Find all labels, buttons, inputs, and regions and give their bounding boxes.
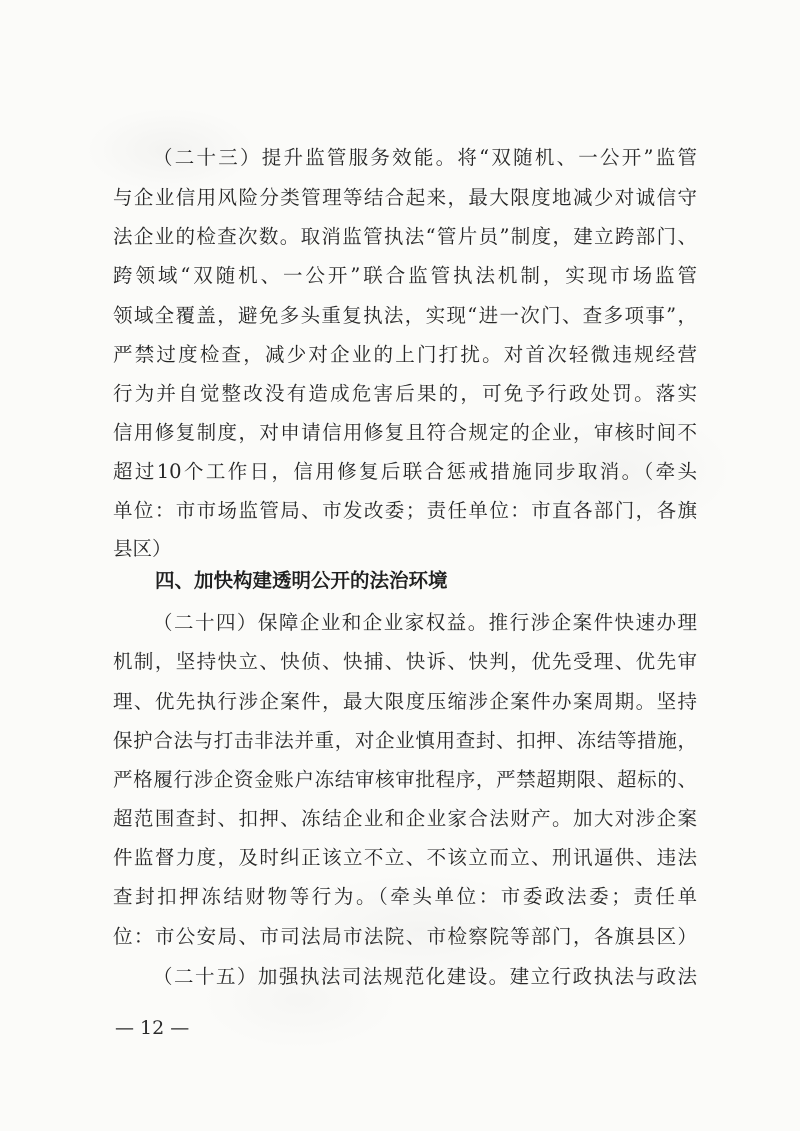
body-line: 行为并自觉整改没有造成危害后果的，可免予行政处罚。落实: [113, 382, 697, 405]
page-number: — 12 —: [115, 1017, 190, 1039]
body-line: 与企业信用风险分类管理等结合起来，最大限度地减少对诚信守: [113, 186, 697, 209]
body-line: 单位：市市场监管局、市发改委；责任单位：市直各部门，各旗: [113, 499, 697, 522]
body-line: 位：市公安局、市司法局市法院、市检察院等部门，各旗县区）: [113, 925, 697, 948]
body-line: 法企业的检查次数。取消监管执法“管片员”制度，建立跨部门、: [113, 225, 697, 248]
body-line: 机制，坚持快立、快侦、快捕、快诉、快判，优先受理、优先审: [113, 650, 697, 673]
body-line: 信用修复制度，对申请信用修复且符合规定的企业，审核时间不: [113, 421, 697, 444]
body-line: 严禁过度检查，减少对企业的上门打扰。对首次轻微违规经营: [113, 343, 697, 366]
body-line: 件监督力度，及时纠正该立不立、不该立而立、刑讯逼供、违法: [113, 846, 697, 869]
section-heading: 四、加快构建透明公开的法治环境: [155, 569, 448, 592]
body-line: 严格履行涉企资金账户冻结审核审批程序，严禁超期限、超标的、: [113, 768, 697, 791]
body-line: 保护合法与打击非法并重，对企业慎用查封、扣押、冻结等措施，: [113, 729, 697, 752]
body-line: 查封扣押冻结财物等行为。（牵头单位：市委政法委；责任单: [113, 885, 697, 908]
body-line: 超范围查封、扣押、冻结企业和企业家合法财产。加大对涉企案: [113, 807, 697, 830]
paragraph-first-line: （二十三）提升监管服务效能。将“双随机、一公开”监管: [153, 146, 697, 169]
body-line: 领域全覆盖，避免多头重复执法，实现“进一次门、查多项事”，: [113, 304, 697, 327]
paragraph-first-line: （二十四）保障企业和企业家权益。推行涉企案件快速办理: [153, 611, 697, 634]
body-line: 跨领域“双随机、一公开”联合监管执法机制，实现市场监管: [113, 264, 697, 287]
body-line: 理、优先执行涉企案件，最大限度压缩涉企案件办案周期。坚持: [113, 690, 697, 713]
paragraph-first-line: （二十五）加强执法司法规范化建设。建立行政执法与政法: [153, 965, 697, 988]
body-line: 超过10个工作日，信用修复后联合惩戒措施同步取消。（牵头: [113, 460, 697, 483]
paragraph-last-line: 县区）: [113, 537, 172, 560]
